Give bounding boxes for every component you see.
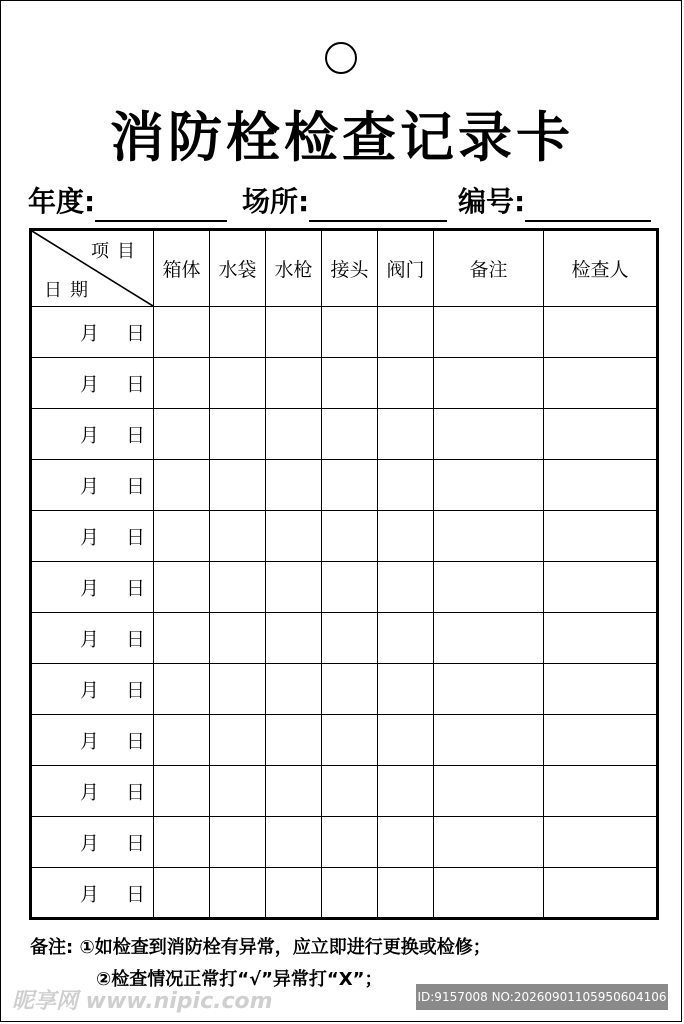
blank-cell[interactable] (434, 307, 544, 358)
blank-cell[interactable] (544, 358, 658, 409)
blank-cell[interactable] (322, 562, 378, 613)
blank-cell[interactable] (378, 817, 434, 868)
blank-cell[interactable] (266, 868, 322, 919)
table-row (31, 868, 658, 919)
date-cell[interactable] (31, 409, 154, 460)
blank-cell[interactable] (378, 664, 434, 715)
date-cell[interactable] (31, 358, 154, 409)
blank-cell[interactable] (154, 511, 210, 562)
blank-cell[interactable] (322, 766, 378, 817)
blank-cell[interactable] (544, 664, 658, 715)
month-label: 月 (80, 781, 100, 804)
blank-cell[interactable] (210, 358, 266, 409)
blank-cell[interactable] (154, 562, 210, 613)
blank-cell[interactable] (266, 766, 322, 817)
hang-hole (325, 42, 357, 74)
table-row (31, 613, 658, 664)
blank-cell[interactable] (544, 613, 658, 664)
notes-label: 备注: (30, 937, 74, 958)
blank-cell[interactable] (378, 358, 434, 409)
blank-cell[interactable] (322, 613, 378, 664)
diagonal-header-cell (31, 230, 154, 307)
day-label: 日 (125, 373, 145, 396)
blank-cell[interactable] (378, 511, 434, 562)
month-label: 月 (80, 526, 100, 549)
blank-cell[interactable] (544, 307, 658, 358)
number-label: 编号: (458, 185, 526, 218)
blank-cell[interactable] (378, 460, 434, 511)
blank-cell[interactable] (266, 562, 322, 613)
note-2: ②检查情况正常打“√”异常打“X”； (96, 969, 383, 990)
blank-cell[interactable] (266, 460, 322, 511)
blank-cell[interactable] (210, 817, 266, 868)
place-blank[interactable] (309, 188, 447, 222)
day-label: 日 (125, 832, 145, 855)
blank-cell[interactable] (154, 613, 210, 664)
blank-cell[interactable] (434, 460, 544, 511)
blank-cell[interactable] (322, 715, 378, 766)
date-cell[interactable] (31, 817, 154, 868)
month-label: 月 (80, 679, 100, 702)
header-row (31, 230, 658, 307)
blank-cell[interactable] (322, 664, 378, 715)
blank-cell[interactable] (154, 664, 210, 715)
day-label: 日 (125, 781, 145, 804)
blank-cell[interactable] (544, 460, 658, 511)
day-label: 日 (125, 883, 145, 905)
table-row (31, 460, 658, 511)
year-label: 年度: (28, 185, 96, 218)
month-label: 月 (80, 475, 100, 498)
blank-cell[interactable] (434, 664, 544, 715)
blank-cell[interactable] (154, 817, 210, 868)
blank-cell[interactable] (266, 817, 322, 868)
year-field (28, 182, 227, 222)
date-cell[interactable] (31, 715, 154, 766)
day-label: 日 (125, 475, 145, 498)
date-cell[interactable] (31, 613, 154, 664)
item-label: 项目 (91, 241, 143, 262)
blank-cell[interactable] (544, 409, 658, 460)
blank-cell[interactable] (378, 766, 434, 817)
month-label: 月 (80, 577, 100, 600)
table-row (31, 715, 658, 766)
place-field (242, 182, 447, 222)
col-header: 备注 (434, 230, 544, 307)
blank-cell[interactable] (322, 358, 378, 409)
blank-cell[interactable] (266, 358, 322, 409)
blank-cell[interactable] (544, 766, 658, 817)
note-1: ①如检查到消防栓有异常，应立即进行更换或检修； (79, 937, 491, 958)
date-cell[interactable] (31, 562, 154, 613)
blank-cell[interactable] (210, 307, 266, 358)
blank-cell[interactable] (434, 766, 544, 817)
blank-cell[interactable] (210, 613, 266, 664)
month-label: 月 (80, 832, 100, 855)
notes-line-1 (30, 932, 491, 964)
date-cell[interactable] (31, 766, 154, 817)
day-label: 日 (125, 730, 145, 753)
col-header: 检查人 (544, 230, 658, 307)
blank-cell[interactable] (434, 511, 544, 562)
col-header: 水袋 (210, 230, 266, 307)
blank-cell[interactable] (210, 868, 266, 919)
record-table (29, 228, 659, 920)
blank-cell[interactable] (434, 409, 544, 460)
blank-cell[interactable] (434, 613, 544, 664)
day-label: 日 (125, 526, 145, 549)
blank-cell[interactable] (154, 409, 210, 460)
date-cell[interactable] (31, 511, 154, 562)
year-blank[interactable] (95, 188, 227, 222)
blank-cell[interactable] (434, 562, 544, 613)
col-header: 箱体 (154, 230, 210, 307)
date-label: 日期 (44, 280, 96, 301)
blank-cell[interactable] (544, 868, 658, 919)
date-cell[interactable] (31, 307, 154, 358)
blank-cell[interactable] (434, 868, 544, 919)
blank-cell[interactable] (434, 817, 544, 868)
blank-cell[interactable] (210, 715, 266, 766)
blank-cell[interactable] (154, 766, 210, 817)
month-label: 月 (80, 883, 100, 905)
blank-cell[interactable] (210, 766, 266, 817)
blank-cell[interactable] (544, 817, 658, 868)
day-label: 日 (125, 577, 145, 600)
col-header: 阀门 (378, 230, 434, 307)
table-row (31, 358, 658, 409)
date-cell[interactable] (31, 460, 154, 511)
day-label: 日 (125, 322, 145, 345)
table-row (31, 562, 658, 613)
blank-cell[interactable] (210, 409, 266, 460)
table-row (31, 817, 658, 868)
blank-cell[interactable] (154, 460, 210, 511)
table-row (31, 766, 658, 817)
blank-cell[interactable] (322, 511, 378, 562)
blank-cell[interactable] (378, 868, 434, 919)
blank-cell[interactable] (544, 511, 658, 562)
blank-cell[interactable] (266, 511, 322, 562)
col-header: 接头 (322, 230, 378, 307)
month-label: 月 (80, 628, 100, 651)
blank-cell[interactable] (322, 460, 378, 511)
blank-cell[interactable] (210, 460, 266, 511)
blank-cell[interactable] (544, 562, 658, 613)
date-cell[interactable] (31, 664, 154, 715)
watermark-logo: 昵享网 www.nipic.com (12, 989, 273, 1014)
blank-cell[interactable] (378, 307, 434, 358)
blank-cell[interactable] (210, 664, 266, 715)
day-label: 日 (125, 628, 145, 651)
month-label: 月 (80, 322, 100, 345)
blank-cell[interactable] (266, 664, 322, 715)
blank-cell[interactable] (378, 715, 434, 766)
blank-cell[interactable] (378, 613, 434, 664)
card-title: 消防栓检查记录卡 (110, 106, 574, 169)
blank-cell[interactable] (322, 409, 378, 460)
blank-cell[interactable] (266, 409, 322, 460)
watermark-id: ID:9157008 NO:20260901105950604106 (416, 984, 668, 1010)
blank-cell[interactable] (434, 358, 544, 409)
day-label: 日 (125, 424, 145, 447)
day-label: 日 (125, 679, 145, 702)
blank-cell[interactable] (154, 358, 210, 409)
place-label: 场所: (242, 185, 310, 218)
table-row (31, 307, 658, 358)
table-row (31, 511, 658, 562)
blank-cell[interactable] (210, 511, 266, 562)
blank-cell[interactable] (434, 715, 544, 766)
blank-cell[interactable] (210, 562, 266, 613)
month-label: 月 (80, 424, 100, 447)
blank-cell[interactable] (154, 307, 210, 358)
month-label: 月 (80, 730, 100, 753)
blank-cell[interactable] (266, 715, 322, 766)
blank-cell[interactable] (154, 715, 210, 766)
date-cell[interactable] (31, 868, 154, 919)
number-field (458, 182, 651, 222)
blank-cell[interactable] (266, 613, 322, 664)
blank-cell[interactable] (378, 409, 434, 460)
month-label: 月 (80, 373, 100, 396)
table-row (31, 664, 658, 715)
blank-cell[interactable] (322, 817, 378, 868)
blank-cell[interactable] (378, 562, 434, 613)
number-blank[interactable] (525, 188, 651, 222)
blank-cell[interactable] (544, 715, 658, 766)
col-header: 水枪 (266, 230, 322, 307)
blank-cell[interactable] (154, 868, 210, 919)
blank-cell[interactable] (322, 307, 378, 358)
blank-cell[interactable] (322, 868, 378, 919)
blank-cell[interactable] (266, 307, 322, 358)
table-row (31, 409, 658, 460)
